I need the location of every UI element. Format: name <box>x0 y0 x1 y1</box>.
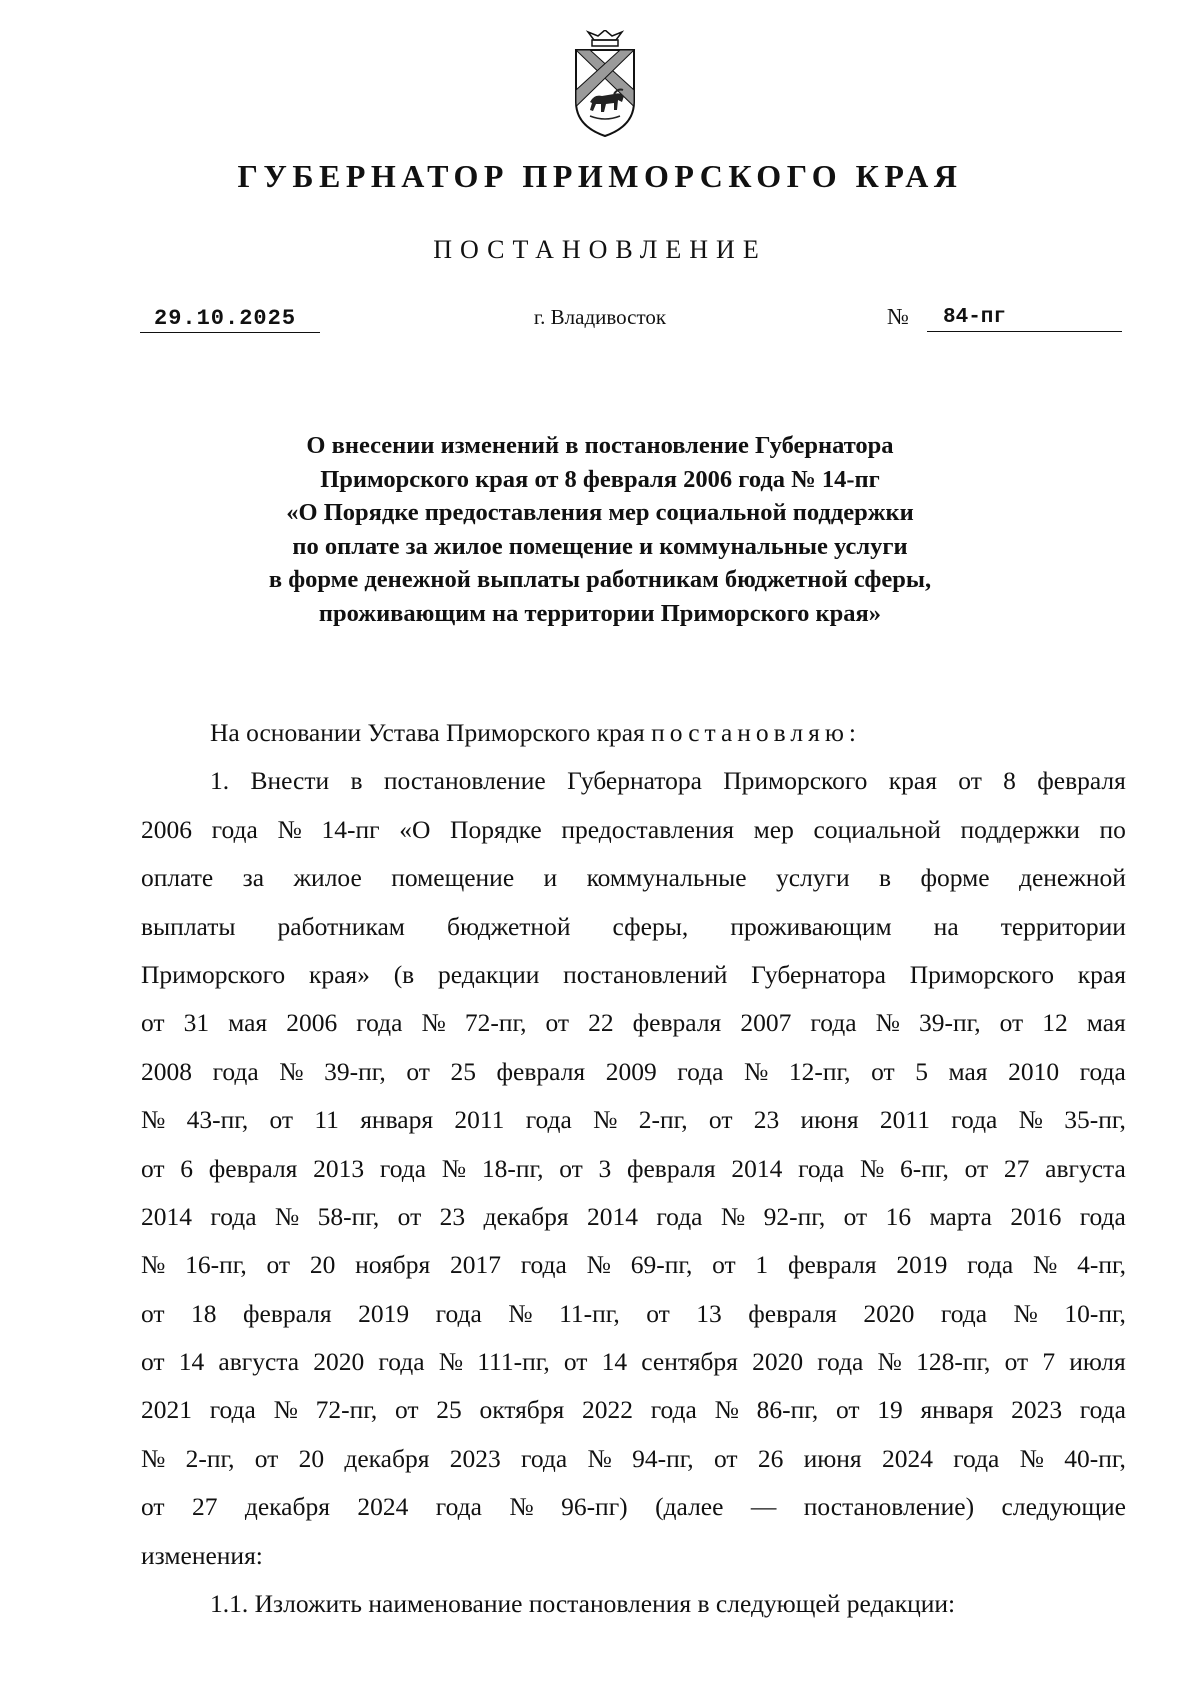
document-city: г. Владивосток <box>533 305 667 329</box>
paragraph-line: изменения: <box>141 1540 263 1570</box>
coat-of-arms-emblem <box>570 30 640 140</box>
paragraph-line: от 31 мая 2006 года № 72-пг, от 22 февраля 2007 года № 39-пг, от 12 мая <box>141 1008 1126 1038</box>
document-type: ПОСТАНОВЛЕНИЕ <box>433 235 767 264</box>
title-line: О внесении изменений в постановление Губернатора <box>306 432 894 459</box>
paragraph-line: № 16-пг, от 20 ноября 2017 года № 69-пг, от 1 февраля 2019 года № 4-пг, <box>141 1250 1126 1280</box>
document-number: 84-пг <box>927 306 1122 332</box>
paragraph-line: от 18 февраля 2019 года № 11-пг, от 13 февраля 2020 года № 10-пг, <box>141 1298 1126 1328</box>
issuing-authority: ГУБЕРНАТОР ПРИМОРСКОГО КРАЯ <box>237 158 963 194</box>
paragraph-line: № 43-пг, от 11 января 2011 года № 2-пг, от 23 июня 2011 года № 35-пг, <box>141 1105 1126 1135</box>
paragraph-line: 2008 года № 39-пг, от 25 февраля 2009 года № 12-пг, от 5 мая 2010 года <box>141 1056 1126 1086</box>
paragraph-line: Приморского края» (в редакции постановлений Губернатора Приморского края <box>141 959 1126 989</box>
paragraph-line: оплате за жилое помещение и коммунальные услуги в форме денежной <box>141 863 1126 893</box>
title-line: Приморского края от 8 февраля 2006 года № 14-пг <box>320 465 880 493</box>
paragraph-line: выплаты работникам бюджетной сферы, проживающим на территории <box>141 911 1126 941</box>
document-title <box>0 429 1200 631</box>
paragraph-1-1: 1.1. Изложить наименование постановления в следующей редакции: <box>210 1589 956 1619</box>
paragraph-line: от 6 февраля 2013 года № 18-пг, от 3 февраля 2014 года № 6-пг, от 27 августа <box>141 1153 1126 1183</box>
document-number-block <box>887 302 1122 334</box>
paragraph-line: от 14 августа 2020 года № 111-пг, от 14 сентября 2020 года № 128-пг, от 7 июля <box>141 1347 1126 1377</box>
paragraph-line: от 27 декабря 2024 года № 96-пг) (далее — постановление) следующие <box>141 1492 1126 1522</box>
title-line: «О Порядке предоставления мер социальной поддержки <box>286 499 914 527</box>
preamble-colon: : <box>848 718 856 747</box>
paragraph-line: 2014 года № 58-пг, от 23 декабря 2014 года № 92-пг, от 16 марта 2016 года <box>141 1201 1126 1231</box>
title-line: в форме денежной выплаты работникам бюджетной сферы, <box>268 566 932 594</box>
title-line: проживающим на территории Приморского края» <box>318 599 882 627</box>
decree-word: постановляю <box>651 718 849 747</box>
preamble-text: На основании Устава Приморского края <box>210 718 645 747</box>
document-date: 29.10.2025 <box>140 306 320 333</box>
document-body <box>141 709 1126 1628</box>
title-line: по оплате за жилое помещение и коммунальные услуги <box>292 532 908 560</box>
number-sign: № <box>887 304 909 329</box>
preamble <box>141 709 1126 757</box>
paragraph-line: 2006 года № 14-пг «О Порядке предоставления мер социальной поддержки по <box>141 814 1126 844</box>
paragraph-line: 1. Внести в постановление Губернатора Приморского края от 8 февраля <box>210 766 1126 796</box>
paragraph-line: № 2-пг, от 20 декабря 2023 года № 94-пг, от 26 июня 2024 года № 40-пг, <box>141 1443 1126 1473</box>
paragraph-line: 2021 года № 72-пг, от 25 октября 2022 года № 86-пг, от 19 января 2023 года <box>141 1395 1126 1425</box>
paragraph-1 <box>141 757 1126 1580</box>
